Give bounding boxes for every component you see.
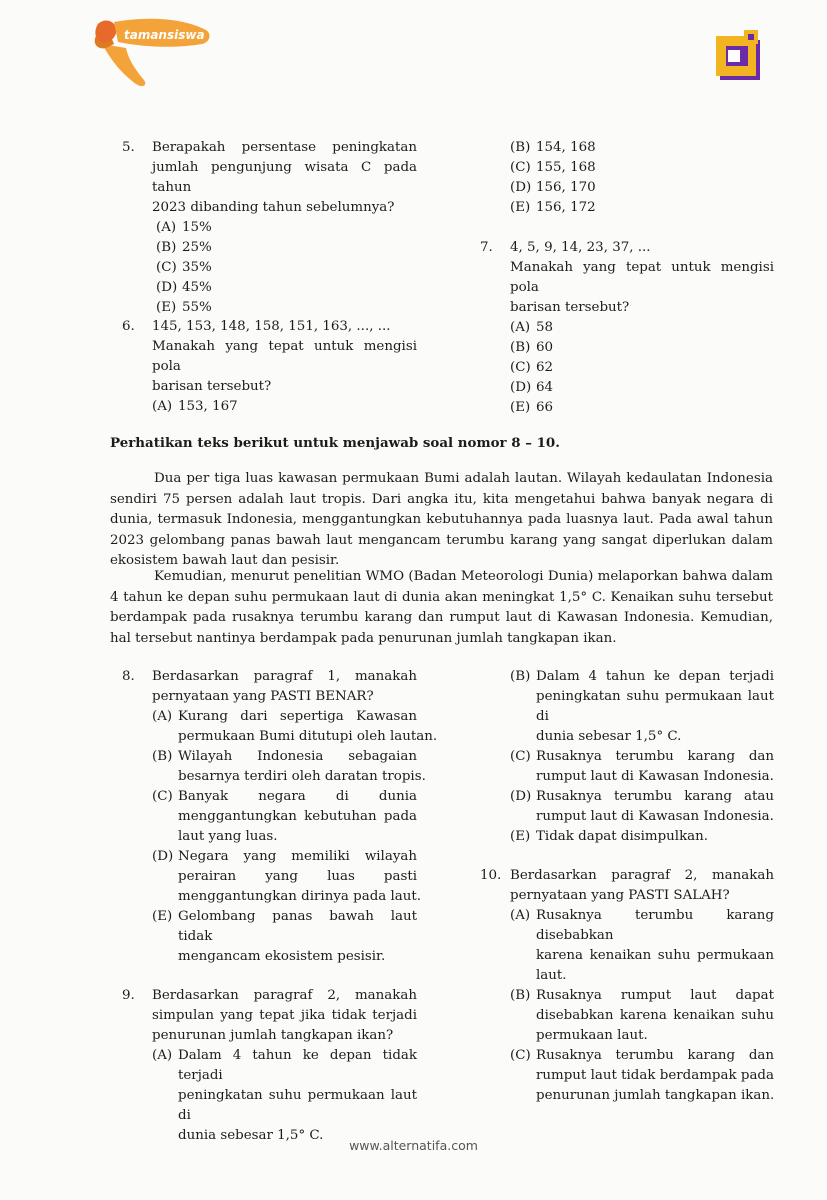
option-text: 66 bbox=[536, 400, 554, 415]
option-b[interactable] bbox=[510, 667, 774, 747]
option-text: 156, 172 bbox=[536, 200, 596, 215]
option-c[interactable] bbox=[510, 358, 774, 378]
option-text: 25% bbox=[182, 240, 212, 255]
option-c[interactable] bbox=[152, 787, 417, 847]
question-text-line: Berdasarkan paragraf 2, manakah bbox=[152, 988, 417, 1003]
option-text-line: Tidak dapat disimpulkan. bbox=[536, 829, 709, 844]
option-a[interactable] bbox=[156, 218, 417, 238]
option-text-line: Rusaknya rumput laut dapat bbox=[536, 988, 774, 1003]
option-e[interactable] bbox=[510, 827, 774, 847]
question-number: 9. bbox=[122, 988, 135, 1003]
option-b[interactable] bbox=[152, 747, 426, 787]
option-label: (E) bbox=[510, 400, 531, 415]
question-number: 10. bbox=[480, 868, 502, 883]
option-label: (E) bbox=[510, 200, 531, 215]
option-a[interactable] bbox=[510, 906, 774, 986]
option-label: (A) bbox=[510, 320, 531, 335]
question-9 bbox=[122, 986, 417, 1146]
question-number: 5. bbox=[122, 140, 135, 155]
option-label: (A) bbox=[156, 220, 177, 235]
option-label: (B) bbox=[510, 669, 531, 684]
option-text-line: laut yang luas. bbox=[178, 829, 278, 844]
option-b[interactable] bbox=[510, 338, 774, 358]
option-text-line: peningkatan suhu permukaan laut di bbox=[178, 1088, 417, 1123]
option-b[interactable] bbox=[510, 986, 774, 1046]
option-text: 58 bbox=[536, 320, 554, 335]
option-a[interactable] bbox=[152, 1046, 417, 1146]
bottom-left-column bbox=[122, 667, 438, 1146]
option-text-line: disebabkan karena kenaikan suhu bbox=[536, 1008, 774, 1023]
question-text-line: Berdasarkan paragraf 2, manakah bbox=[510, 868, 774, 883]
question-number: 7. bbox=[480, 240, 493, 255]
alternatifa-logo bbox=[714, 28, 770, 84]
question-10 bbox=[480, 866, 774, 1106]
question-text-line: Manakah yang tepat untuk mengisi pola bbox=[510, 260, 774, 295]
option-label: (C) bbox=[510, 160, 531, 175]
option-label: (D) bbox=[510, 180, 532, 195]
option-text: 154, 168 bbox=[536, 140, 596, 155]
question-9-continued bbox=[510, 667, 774, 847]
option-text-line: Banyak negara di dunia bbox=[178, 789, 417, 804]
option-label: (D) bbox=[152, 849, 174, 864]
logo-text: tamansiswa bbox=[124, 28, 205, 42]
option-text-line: dunia sebesar 1,5° C. bbox=[178, 1128, 324, 1143]
option-c[interactable] bbox=[510, 158, 774, 178]
option-d[interactable] bbox=[510, 787, 774, 827]
option-b[interactable] bbox=[510, 138, 774, 158]
option-label: (A) bbox=[152, 709, 173, 724]
option-a[interactable] bbox=[510, 318, 774, 338]
option-label: (D) bbox=[510, 789, 532, 804]
option-e[interactable] bbox=[510, 198, 774, 218]
question-number: 6. bbox=[122, 319, 135, 334]
option-text-line: peningkatan suhu permukaan laut di bbox=[536, 689, 774, 724]
option-label: (C) bbox=[510, 749, 531, 764]
option-text-line: menggantungkan kebutuhan pada bbox=[178, 809, 417, 824]
option-label: (B) bbox=[152, 749, 173, 764]
option-a[interactable] bbox=[152, 397, 417, 417]
option-d[interactable] bbox=[510, 178, 774, 198]
question-text-line: 4, 5, 9, 14, 23, 37, ... bbox=[510, 240, 651, 255]
question-text-line: simpulan yang tepat jika tidak terjadi bbox=[152, 1008, 417, 1023]
option-label: (A) bbox=[510, 908, 531, 923]
question-number: 8. bbox=[122, 669, 135, 684]
option-text: 153, 167 bbox=[178, 399, 238, 414]
footer-url[interactable]: www.alternatifa.com bbox=[349, 1138, 478, 1153]
option-text-line: karena kenaikan suhu permukaan bbox=[536, 948, 774, 963]
option-text-line: rumput laut di Kawasan Indonesia. bbox=[536, 769, 774, 784]
option-text: 15% bbox=[182, 220, 212, 235]
question-5 bbox=[122, 138, 417, 315]
option-label: (C) bbox=[510, 1048, 531, 1063]
bottom-right-column bbox=[480, 667, 774, 1106]
option-c[interactable] bbox=[510, 1046, 774, 1106]
passage-paragraph-2: Kemudian, menurut penelitian WMO (Badan Meteorologi Dunia) melaporkan bahwa dalam 4 tahun ke depan suhu permukaan laut di dunia akan meningkat 1,5° C. Kenaikan suhu tersebut berdampak pada rusaknya terumbu karang dan rumput laut di Kawasan Indonesia. Kemudian, hal tersebut nantinya berdampak pada penurunan jumlah tangkapan ikan. bbox=[110, 569, 773, 646]
question-text-line: pernyataan yang PASTI SALAH? bbox=[510, 888, 730, 903]
option-text-line: besarnya terdiri oleh daratan tropis. bbox=[178, 769, 426, 784]
option-text: 45% bbox=[182, 280, 212, 295]
option-label: (E) bbox=[510, 829, 531, 844]
option-e[interactable] bbox=[152, 907, 417, 967]
option-text-line: menggantungkan dirinya pada laut. bbox=[178, 889, 422, 904]
option-b[interactable] bbox=[156, 238, 417, 258]
option-text-line: Rusaknya terumbu karang dan bbox=[536, 1048, 774, 1063]
option-label: (E) bbox=[152, 909, 173, 924]
question-text-line: pernyataan yang PASTI BENAR? bbox=[152, 689, 374, 704]
option-text-line: mengancam ekosistem pesisir. bbox=[178, 949, 386, 964]
question-7 bbox=[480, 238, 774, 415]
option-text-line: Rusaknya terumbu karang atau bbox=[536, 789, 774, 804]
option-label: (B) bbox=[156, 240, 177, 255]
option-text: 55% bbox=[182, 300, 212, 315]
option-label: (C) bbox=[156, 260, 177, 275]
option-text-line: dunia sebesar 1,5° C. bbox=[536, 729, 682, 744]
option-text: 35% bbox=[182, 260, 212, 275]
option-d[interactable] bbox=[152, 847, 422, 907]
option-label: (C) bbox=[152, 789, 173, 804]
option-text-line: laut. bbox=[536, 968, 567, 983]
option-text: 60 bbox=[536, 340, 554, 355]
option-a[interactable] bbox=[152, 707, 438, 747]
option-text-line: rumput laut tidak berdampak pada bbox=[536, 1068, 774, 1083]
option-label: (B) bbox=[510, 340, 531, 355]
option-text-line: Negara yang memiliki wilayah bbox=[178, 849, 417, 864]
passage-heading: Perhatikan teks berikut untuk menjawab soal nomor 8 – 10. bbox=[110, 435, 560, 451]
option-text: 64 bbox=[536, 380, 554, 395]
option-label: (B) bbox=[510, 988, 531, 1003]
top-left-column bbox=[122, 138, 417, 414]
question-text-line: 2023 dibanding tahun sebelumnya? bbox=[152, 200, 395, 215]
passage-paragraph-1: Dua per tiga luas kawasan permukaan Bumi adalah lautan. Wilayah kedaulatan Indonesia sendiri 75 persen adalah laut tropis. Dari angka itu, kita mengetahui bahwa banyak negara di dunia, termasuk Indonesia, menggantungkan kebutuhannya pada luasnya laut. Pada awal tahun 2023 gelombang panas bawah laut mengancam terumbu karang yang sangat diperlukan dalam ekosistem bawah laut dan pesisir. bbox=[110, 471, 773, 568]
option-text-line: Rusaknya terumbu karang disebabkan bbox=[536, 908, 774, 943]
option-d[interactable] bbox=[510, 378, 774, 398]
option-label: (C) bbox=[510, 360, 531, 375]
option-text-line: perairan yang luas pasti bbox=[178, 869, 417, 884]
question-text-line: Berdasarkan paragraf 1, manakah bbox=[152, 669, 417, 684]
question-text-line: jumlah pengunjung wisata C pada tahun bbox=[152, 160, 417, 195]
option-c[interactable] bbox=[510, 747, 774, 787]
option-text: 62 bbox=[536, 360, 554, 375]
option-c[interactable] bbox=[156, 258, 417, 278]
option-text-line: Dalam 4 tahun ke depan tidak terjadi bbox=[178, 1048, 417, 1083]
option-label: (D) bbox=[156, 280, 178, 295]
option-text-line: permukaan Bumi ditutupi oleh lautan. bbox=[178, 729, 438, 744]
option-e[interactable] bbox=[510, 398, 774, 418]
question-text-line: barisan tersebut? bbox=[510, 300, 630, 315]
option-text-line: Wilayah Indonesia sebagaian bbox=[178, 749, 417, 764]
tamansiswa-logo bbox=[88, 14, 218, 92]
option-e[interactable] bbox=[156, 298, 417, 318]
option-text-line: Rusaknya terumbu karang dan bbox=[536, 749, 774, 764]
question-6 bbox=[122, 317, 417, 414]
option-text-line: Kurang dari sepertiga Kawasan bbox=[178, 709, 417, 724]
option-d[interactable] bbox=[156, 278, 417, 298]
option-label: (B) bbox=[510, 140, 531, 155]
option-text-line: rumput laut di Kawasan Indonesia. bbox=[536, 809, 774, 824]
option-text-line: permukaan laut. bbox=[536, 1028, 648, 1043]
question-text-line: 145, 153, 148, 158, 151, 163, ..., ... bbox=[152, 319, 391, 334]
option-text-line: penurunan jumlah tangkapan ikan. bbox=[536, 1088, 775, 1103]
question-8 bbox=[122, 667, 438, 967]
option-text: 156, 170 bbox=[536, 180, 596, 195]
option-label: (E) bbox=[156, 300, 177, 315]
option-label: (D) bbox=[510, 380, 532, 395]
option-text-line: Dalam 4 tahun ke depan terjadi bbox=[536, 669, 774, 684]
question-text-line: penurunan jumlah tangkapan ikan? bbox=[152, 1028, 394, 1043]
question-6-continued bbox=[480, 138, 774, 218]
question-text-line: barisan tersebut? bbox=[152, 379, 272, 394]
option-label: (A) bbox=[152, 1048, 173, 1063]
option-text: 155, 168 bbox=[536, 160, 596, 175]
option-text-line: Gelombang panas bawah laut tidak bbox=[178, 909, 417, 944]
top-right-column bbox=[480, 138, 774, 415]
question-text-line: Manakah yang tepat untuk mengisi pola bbox=[152, 339, 417, 374]
question-text-line: Berapakah persentase peningkatan bbox=[152, 140, 417, 155]
option-label: (A) bbox=[152, 399, 173, 414]
